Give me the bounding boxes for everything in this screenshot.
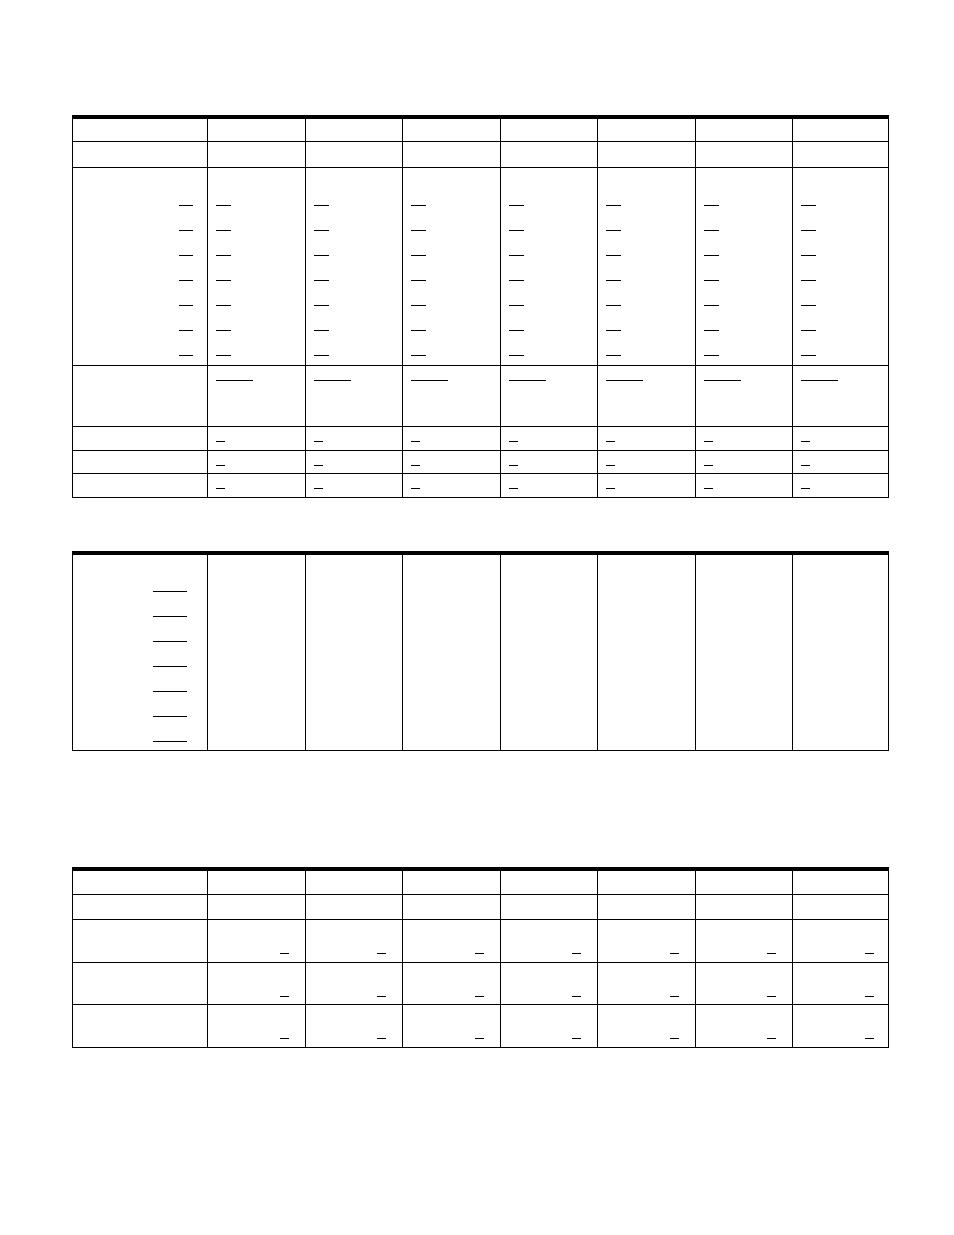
blank-line: [606, 230, 621, 231]
blank-line: [801, 255, 816, 256]
blank-line: [670, 953, 679, 954]
blank-line: [606, 205, 621, 206]
table-3-cell: [402, 895, 500, 919]
blank-line: [216, 465, 225, 466]
table-1-label-cell: [73, 168, 207, 365]
table-3-cell: [73, 895, 207, 919]
table-1-cell: [402, 451, 500, 473]
blank-line: [865, 953, 874, 954]
table-1-cell: [597, 142, 695, 167]
blank-line: [801, 380, 838, 381]
table-1-row-short-blank: [73, 427, 888, 451]
blank-line: [377, 1038, 386, 1039]
table-1-cell: [305, 474, 403, 497]
blank-line: [509, 441, 518, 442]
blank-line: [314, 355, 329, 356]
blank-line: [179, 230, 193, 231]
blank-line: [475, 996, 484, 997]
blank-line: [801, 305, 816, 306]
blank-line: [216, 205, 231, 206]
table-3-cell: [695, 1005, 793, 1047]
table-1-header-cell: [500, 119, 598, 141]
blank-line: [767, 996, 776, 997]
table-3-cell: [500, 895, 598, 919]
table-1-row-multi: [73, 168, 888, 366]
blank-line: [153, 741, 187, 742]
blank-line: [509, 255, 524, 256]
blank-line: [314, 255, 329, 256]
table-2-cell: [695, 555, 793, 750]
table-3-cell: [305, 1005, 403, 1047]
blank-line: [216, 355, 231, 356]
table-3-label-cell: [73, 963, 207, 1004]
blank-line: [179, 205, 193, 206]
table-3-cell: [305, 963, 403, 1004]
blank-line: [509, 305, 524, 306]
table-3-row-corner-blank: [73, 920, 888, 963]
table-1-cell: [792, 142, 890, 167]
blank-line: [314, 280, 329, 281]
blank-line: [509, 330, 524, 331]
blank-line: [704, 305, 719, 306]
blank-line: [704, 488, 713, 489]
table-3-cell: [402, 1005, 500, 1047]
table-3-header-cell: [73, 871, 207, 894]
table-1-label-cell: [73, 427, 207, 450]
blank-line: [216, 280, 231, 281]
blank-line: [606, 465, 615, 466]
table-3-cell: [597, 963, 695, 1004]
blank-line: [475, 953, 484, 954]
blank-line: [411, 465, 420, 466]
blank-line: [801, 230, 816, 231]
blank-line: [411, 305, 426, 306]
table-3-header-cell: [597, 871, 695, 894]
table-3-cell: [305, 895, 403, 919]
table-1-label-cell: [73, 366, 207, 426]
blank-line: [865, 996, 874, 997]
table-1: [72, 115, 889, 498]
blank-line: [801, 441, 810, 442]
table-3-cell: [207, 920, 305, 962]
table-3-header-cell: [695, 871, 793, 894]
blank-line: [670, 996, 679, 997]
blank-line: [572, 996, 581, 997]
table-3: [72, 867, 889, 1048]
blank-line: [606, 330, 621, 331]
blank-line: [606, 488, 615, 489]
blank-line: [865, 1038, 874, 1039]
table-3-cell: [500, 1005, 598, 1047]
blank-line: [704, 355, 719, 356]
table-3-header-row: [73, 871, 888, 895]
blank-line: [314, 380, 351, 381]
blank-line: [280, 953, 289, 954]
table-1-label-cell: [73, 474, 207, 497]
table-1-row-short-blank: [73, 451, 888, 474]
table-1-header-row: [73, 119, 888, 142]
table-1-header-cell: [695, 119, 793, 141]
blank-line: [216, 255, 231, 256]
table-1-cell: [500, 451, 598, 473]
table-3-cell: [500, 963, 598, 1004]
table-3-cell: [792, 1005, 890, 1047]
table-3-cell: [597, 895, 695, 919]
table-2-cell: [207, 555, 305, 750]
table-1-header-cell: [305, 119, 403, 141]
table-3-header-cell: [402, 871, 500, 894]
blank-line: [704, 330, 719, 331]
table-1-cell: [402, 168, 500, 365]
blank-line: [280, 996, 289, 997]
blank-line: [704, 465, 713, 466]
table-1-header-cell: [207, 119, 305, 141]
blank-line: [767, 1038, 776, 1039]
table-1-cell: [500, 427, 598, 450]
blank-line: [314, 441, 323, 442]
blank-line: [606, 355, 621, 356]
table-1-cell: [597, 427, 695, 450]
table-3-cell: [695, 920, 793, 962]
table-1-cell: [207, 366, 305, 426]
table-1-cell: [597, 168, 695, 365]
table-1-row: [73, 142, 888, 168]
blank-line: [509, 488, 518, 489]
blank-line: [606, 305, 621, 306]
blank-line: [314, 205, 329, 206]
blank-line: [509, 465, 518, 466]
table-1-cell: [305, 427, 403, 450]
blank-line: [314, 465, 323, 466]
table-3-row: [73, 895, 888, 920]
table-1-cell: [73, 142, 207, 167]
table-2-cell: [402, 555, 500, 750]
table-1-cell: [597, 366, 695, 426]
blank-line: [280, 1038, 289, 1039]
table-3-cell: [500, 920, 598, 962]
blank-line: [179, 355, 193, 356]
blank-line: [704, 280, 719, 281]
blank-line: [801, 205, 816, 206]
blank-line: [179, 280, 193, 281]
table-3-cell: [207, 1005, 305, 1047]
table-3-header-cell: [305, 871, 403, 894]
table-2-cell: [597, 555, 695, 750]
table-2-cell: [500, 555, 598, 750]
blank-line: [377, 996, 386, 997]
blank-line: [411, 380, 448, 381]
table-1-cell: [402, 142, 500, 167]
blank-line: [314, 330, 329, 331]
table-2-label-cell: [73, 555, 207, 750]
table-3-header-cell: [792, 871, 890, 894]
table-3-header-cell: [207, 871, 305, 894]
blank-line: [606, 280, 621, 281]
blank-line: [411, 355, 426, 356]
blank-line: [572, 1038, 581, 1039]
blank-line: [216, 330, 231, 331]
blank-line: [216, 441, 225, 442]
blank-line: [801, 355, 816, 356]
blank-line: [314, 488, 323, 489]
table-3-cell: [597, 920, 695, 962]
table-1-cell: [695, 142, 793, 167]
table-1-header-cell: [792, 119, 890, 141]
blank-line: [411, 205, 426, 206]
table-1-cell: [597, 451, 695, 473]
table-2-row: [73, 555, 888, 750]
table-1-label-cell: [73, 451, 207, 473]
blank-line: [801, 465, 810, 466]
table-1-header-cell: [597, 119, 695, 141]
table-3-cell: [597, 1005, 695, 1047]
table-1-cell: [695, 451, 793, 473]
table-1-cell: [402, 474, 500, 497]
table-1-cell: [500, 366, 598, 426]
blank-line: [153, 616, 187, 617]
table-1-cell: [207, 142, 305, 167]
blank-line: [767, 953, 776, 954]
blank-line: [704, 255, 719, 256]
table-3-row-corner-blank: [73, 1005, 888, 1047]
blank-line: [670, 1038, 679, 1039]
table-1-header-cell: [402, 119, 500, 141]
table-3-cell: [792, 920, 890, 962]
blank-line: [509, 380, 546, 381]
blank-line: [509, 205, 524, 206]
table-1-cell: [207, 451, 305, 473]
blank-line: [801, 280, 816, 281]
table-1-cell: [500, 168, 598, 365]
blank-line: [704, 230, 719, 231]
table-1-cell: [305, 168, 403, 365]
table-1-cell: [695, 474, 793, 497]
table-2-cell: [792, 555, 890, 750]
blank-line: [153, 691, 187, 692]
blank-line: [509, 280, 524, 281]
blank-line: [704, 205, 719, 206]
table-3-cell: [695, 963, 793, 1004]
blank-line: [801, 330, 816, 331]
table-1-cell: [207, 474, 305, 497]
table-1-row-short-blank: [73, 474, 888, 497]
blank-line: [704, 380, 741, 381]
blank-line: [572, 953, 581, 954]
blank-line: [606, 441, 615, 442]
blank-line: [216, 488, 225, 489]
blank-line: [216, 230, 231, 231]
table-1-cell: [597, 474, 695, 497]
table-3-cell: [305, 920, 403, 962]
blank-line: [411, 255, 426, 256]
blank-line: [314, 305, 329, 306]
table-3-cell: [792, 963, 890, 1004]
table-3-cell: [207, 963, 305, 1004]
blank-line: [216, 380, 253, 381]
table-1-cell: [792, 474, 890, 497]
table-3-label-cell: [73, 1005, 207, 1047]
table-1-cell: [500, 474, 598, 497]
table-3-header-cell: [500, 871, 598, 894]
blank-line: [153, 591, 187, 592]
table-1-cell: [305, 142, 403, 167]
table-2: [72, 551, 889, 751]
table-1-cell: [207, 168, 305, 365]
blank-line: [411, 280, 426, 281]
table-3-cell: [207, 895, 305, 919]
table-3-cell: [792, 895, 890, 919]
table-1-cell: [792, 427, 890, 450]
blank-line: [411, 330, 426, 331]
blank-line: [179, 255, 193, 256]
table-1-cell: [695, 427, 793, 450]
blank-line: [179, 305, 193, 306]
table-1-header-cell: [73, 119, 207, 141]
blank-line: [314, 230, 329, 231]
blank-line: [377, 953, 386, 954]
table-2-cell: [305, 555, 403, 750]
table-1-row-long-blank: [73, 366, 888, 427]
table-3-cell: [402, 920, 500, 962]
table-1-cell: [402, 427, 500, 450]
blank-line: [509, 230, 524, 231]
blank-line: [153, 641, 187, 642]
table-1-cell: [792, 168, 890, 365]
blank-line: [509, 355, 524, 356]
table-1-cell: [695, 168, 793, 365]
table-1-cell: [305, 366, 403, 426]
table-3-label-cell: [73, 920, 207, 962]
table-1-cell: [402, 366, 500, 426]
table-1-cell: [207, 427, 305, 450]
blank-line: [411, 230, 426, 231]
blank-line: [801, 488, 810, 489]
blank-line: [475, 1038, 484, 1039]
table-1-cell: [792, 451, 890, 473]
blank-line: [153, 716, 187, 717]
blank-line: [411, 441, 420, 442]
blank-line: [411, 488, 420, 489]
blank-line: [606, 255, 621, 256]
blank-line: [606, 380, 643, 381]
table-3-cell: [695, 895, 793, 919]
table-1-cell: [695, 366, 793, 426]
table-3-cell: [402, 963, 500, 1004]
blank-line: [153, 666, 187, 667]
blank-line: [179, 330, 193, 331]
table-1-cell: [792, 366, 890, 426]
blank-line: [704, 441, 713, 442]
blank-line: [216, 305, 231, 306]
table-1-cell: [305, 451, 403, 473]
table-1-cell: [500, 142, 598, 167]
table-3-row-corner-blank: [73, 963, 888, 1005]
